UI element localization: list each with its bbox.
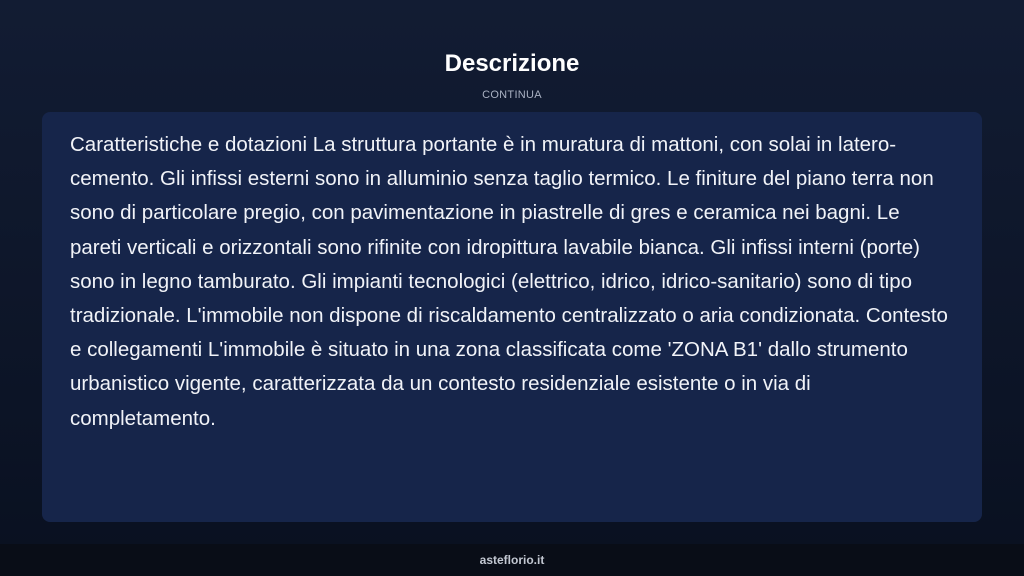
description-card [42,112,982,522]
page-header [0,48,1024,102]
continue-label: CONTINUA [482,89,542,101]
description-text: Caratteristiche e dotazioni La struttura portante è in muratura di mattoni, con solai in latero-cemento. Gli infissi esterni sono in alluminio senza taglio termico. Le finiture del piano terra non sono di particolare pregio, con pavimentazione in piastrelle di gres e ceramica nei bagni. Le pareti verticali e orizzontali sono rifinite con idropittura lavabile bianca. Gli infissi interni (porte) sono in legno tamburato. Gli impianti tecnologici (elettrico, idrico, idrico-sanitario) sono di tipo tradizionale. L'immobile non dispone di riscaldamento centralizzato o aria condizionata. Contesto e collegamenti L'immobile è situato in una zona classificata come 'ZONA B1' dallo strumento urbanistico vigente, caratterizzata da un contesto residenziale esistente o in via di completamento. [70,133,948,430]
footer-bar [0,544,1024,576]
page-title: Descrizione [444,50,580,77]
site-name: asteflorio.it [479,553,545,567]
